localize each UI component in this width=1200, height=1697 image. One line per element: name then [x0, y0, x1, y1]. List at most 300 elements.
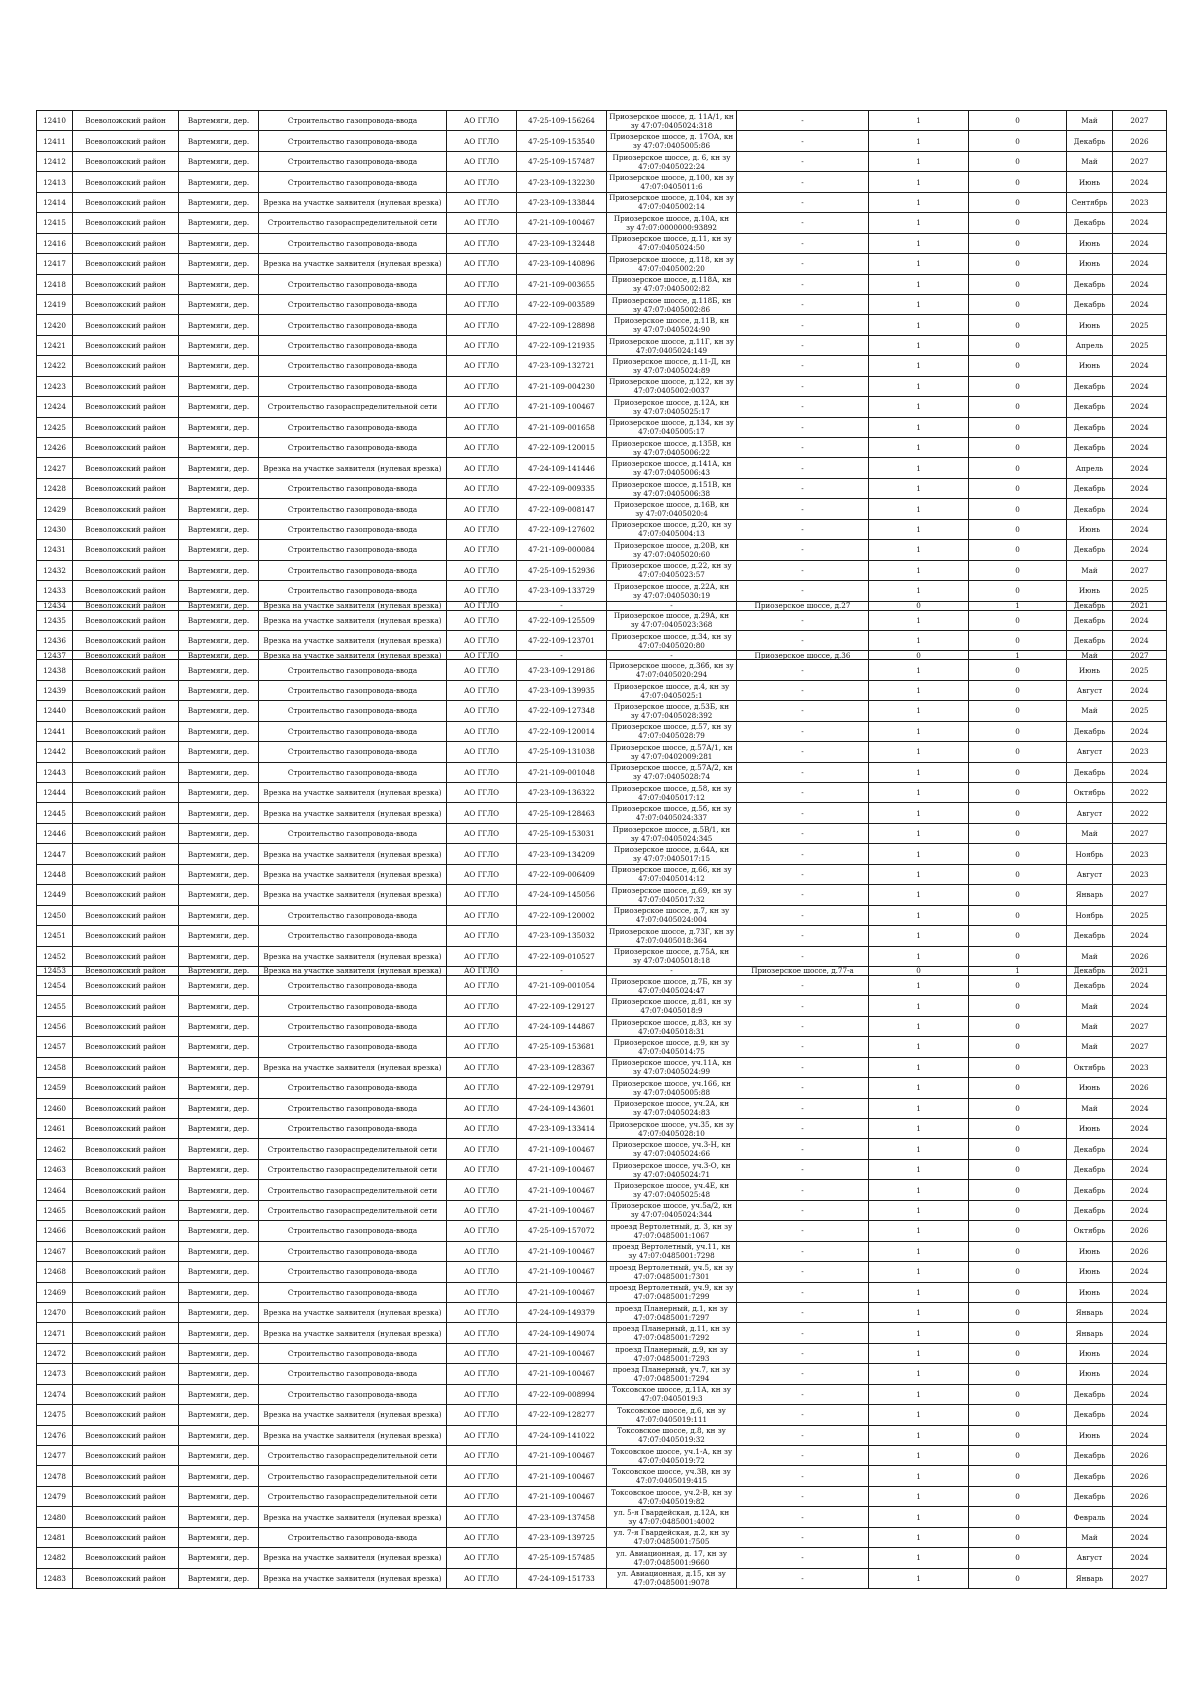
cell-object-address: -	[737, 975, 869, 995]
cell-year: 2024	[1113, 1159, 1167, 1179]
cell-address: Токсовское шоссе, д.8, кн зу 47:07:0405019:32	[607, 1425, 737, 1445]
cell-year: 2024	[1113, 975, 1167, 995]
cell-year: 2024	[1113, 996, 1167, 1016]
cell-count-b: 0	[969, 560, 1067, 580]
cell-settlement: Вартемяги, дер.	[179, 1384, 259, 1404]
cell-district: Всеволожский район	[73, 254, 179, 274]
cell-row-number: 12447	[37, 844, 73, 864]
cell-month: Май	[1067, 1527, 1113, 1547]
cell-count-b: 0	[969, 975, 1067, 995]
cell-settlement: Вартемяги, дер.	[179, 885, 259, 905]
cell-count-a: 1	[869, 783, 969, 803]
cell-application-number: 47-22-109-003589	[517, 294, 607, 314]
cell-year: 2024	[1113, 1282, 1167, 1302]
cell-organization: АО ГГЛО	[447, 885, 517, 905]
cell-object-address: -	[737, 540, 869, 560]
cell-organization: АО ГГЛО	[447, 1323, 517, 1343]
cell-address: -	[607, 601, 737, 610]
cell-settlement: Вартемяги, дер.	[179, 1466, 259, 1486]
cell-address: Приозерское шоссе, д.135В, кн зу 47:07:0405006:22	[607, 438, 737, 458]
cell-year: 2027	[1113, 111, 1167, 131]
table-row	[37, 1221, 1167, 1241]
cell-row-number: 12434	[37, 601, 73, 610]
cell-month: Декабрь	[1067, 1446, 1113, 1466]
cell-district: Всеволожский район	[73, 783, 179, 803]
cell-settlement: Вартемяги, дер.	[179, 1282, 259, 1302]
cell-year: 2023	[1113, 864, 1167, 884]
cell-month: Август	[1067, 680, 1113, 700]
cell-settlement: Вартемяги, дер.	[179, 946, 259, 966]
cell-count-b: 0	[969, 1446, 1067, 1466]
cell-application-number: 47-22-109-123701	[517, 630, 607, 650]
cell-address: Приозерское шоссе, д.100, кн зу 47:07:0405011:6	[607, 172, 737, 192]
cell-month: Июнь	[1067, 356, 1113, 376]
cell-address: Приозерское шоссе, уч.3-Н, кн зу 47:07:0405024:66	[607, 1139, 737, 1159]
cell-address: Приозерское шоссе, д.4, кн зу 47:07:0405025:1	[607, 680, 737, 700]
cell-month: Август	[1067, 864, 1113, 884]
table-row	[37, 783, 1167, 803]
cell-organization: АО ГГЛО	[447, 1527, 517, 1547]
cell-count-b: 0	[969, 438, 1067, 458]
cell-year: 2024	[1113, 1548, 1167, 1568]
cell-count-a: 1	[869, 1262, 969, 1282]
cell-settlement: Вартемяги, дер.	[179, 844, 259, 864]
cell-year: 2024	[1113, 397, 1167, 417]
cell-address: Приозерское шоссе, уч.3-О, кн зу 47:07:0405024:71	[607, 1159, 737, 1179]
cell-year: 2027	[1113, 651, 1167, 660]
cell-month: Декабрь	[1067, 926, 1113, 946]
cell-application-number: 47-22-109-006409	[517, 864, 607, 884]
cell-district: Всеволожский район	[73, 966, 179, 975]
cell-organization: АО ГГЛО	[447, 1037, 517, 1057]
cell-settlement: Вартемяги, дер.	[179, 660, 259, 680]
cell-work-type: Врезка на участке заявителя (нулевая врезка)	[259, 966, 447, 975]
cell-address: Приозерское шоссе, уч.4Е, кн зу 47:07:0405025:48	[607, 1180, 737, 1200]
cell-application-number: 47-21-109-100467	[517, 213, 607, 233]
cell-month: Декабрь	[1067, 975, 1113, 995]
cell-district: Всеволожский район	[73, 762, 179, 782]
cell-settlement: Вартемяги, дер.	[179, 721, 259, 741]
cell-object-address: -	[737, 499, 869, 519]
cell-district: Всеволожский район	[73, 397, 179, 417]
cell-organization: АО ГГЛО	[447, 660, 517, 680]
cell-address: проезд Планерный, д.1, кн зу 47:07:0485001:7297	[607, 1302, 737, 1322]
cell-object-address: -	[737, 519, 869, 539]
cell-object-address: -	[737, 213, 869, 233]
table-row	[37, 721, 1167, 741]
cell-month: Июнь	[1067, 315, 1113, 335]
cell-year: 2024	[1113, 294, 1167, 314]
cell-row-number: 12474	[37, 1384, 73, 1404]
cell-object-address: -	[737, 721, 869, 741]
cell-address: Приозерское шоссе, д. 17ОА, кн зу 47:07:0405005:86	[607, 131, 737, 151]
cell-settlement: Вартемяги, дер.	[179, 1323, 259, 1343]
cell-count-a: 1	[869, 294, 969, 314]
cell-object-address: -	[737, 131, 869, 151]
cell-application-number: 47-23-109-133844	[517, 192, 607, 212]
cell-application-number: 47-25-109-156264	[517, 111, 607, 131]
cell-count-a: 1	[869, 233, 969, 253]
table-row	[37, 1507, 1167, 1527]
cell-month: Декабрь	[1067, 1384, 1113, 1404]
cell-address: Приозерское шоссе, д.22, кн зу 47:07:0405023:57	[607, 560, 737, 580]
cell-count-b: 0	[969, 478, 1067, 498]
cell-month: Май	[1067, 946, 1113, 966]
cell-work-type: Строительство газопровода-ввода	[259, 1364, 447, 1384]
cell-row-number: 12425	[37, 417, 73, 437]
cell-month: Апрель	[1067, 335, 1113, 355]
cell-work-type: Строительство газораспределительной сети	[259, 397, 447, 417]
cell-row-number: 12421	[37, 335, 73, 355]
cell-count-b: 0	[969, 905, 1067, 925]
cell-organization: АО ГГЛО	[447, 701, 517, 721]
cell-year: 2027	[1113, 1568, 1167, 1588]
cell-organization: АО ГГЛО	[447, 1466, 517, 1486]
cell-month: Декабрь	[1067, 721, 1113, 741]
cell-district: Всеволожский район	[73, 864, 179, 884]
cell-work-type: Врезка на участке заявителя (нулевая врезка)	[259, 1568, 447, 1588]
cell-settlement: Вартемяги, дер.	[179, 172, 259, 192]
cell-month: Май	[1067, 823, 1113, 843]
cell-work-type: Строительство газопровода-ввода	[259, 1078, 447, 1098]
cell-count-b: 0	[969, 762, 1067, 782]
cell-month: Декабрь	[1067, 417, 1113, 437]
cell-object-address: -	[737, 823, 869, 843]
cell-work-type: Строительство газопровода-ввода	[259, 172, 447, 192]
cell-month: Май	[1067, 1016, 1113, 1036]
cell-count-b: 0	[969, 1016, 1067, 1036]
cell-count-a: 1	[869, 335, 969, 355]
cell-district: Всеволожский район	[73, 1302, 179, 1322]
cell-row-number: 12473	[37, 1364, 73, 1384]
cell-work-type: Строительство газопровода-ввода	[259, 1016, 447, 1036]
cell-row-number: 12423	[37, 376, 73, 396]
cell-row-number: 12477	[37, 1446, 73, 1466]
cell-row-number: 12455	[37, 996, 73, 1016]
cell-count-a: 1	[869, 864, 969, 884]
cell-district: Всеволожский район	[73, 1016, 179, 1036]
cell-count-b: 0	[969, 1507, 1067, 1527]
cell-year: 2024	[1113, 438, 1167, 458]
cell-year: 2025	[1113, 905, 1167, 925]
cell-application-number: 47-23-109-140896	[517, 254, 607, 274]
cell-month: Август	[1067, 742, 1113, 762]
cell-count-a: 1	[869, 1486, 969, 1506]
cell-object-address: -	[737, 701, 869, 721]
cell-count-b: 0	[969, 1221, 1067, 1241]
cell-settlement: Вартемяги, дер.	[179, 1507, 259, 1527]
cell-count-b: 0	[969, 1486, 1067, 1506]
cell-address: ул. 5-я Гвардейская, д.12А, кн зу 47:07:0485001:4002	[607, 1507, 737, 1527]
cell-work-type: Строительство газопровода-ввода	[259, 438, 447, 458]
cell-row-number: 12439	[37, 680, 73, 700]
cell-count-a: 1	[869, 610, 969, 630]
cell-organization: АО ГГЛО	[447, 499, 517, 519]
cell-organization: АО ГГЛО	[447, 926, 517, 946]
cell-row-number: 12449	[37, 885, 73, 905]
cell-row-number: 12412	[37, 151, 73, 171]
cell-address: Приозерское шоссе, д.118, кн зу 47:07:0405002:20	[607, 254, 737, 274]
cell-count-b: 0	[969, 417, 1067, 437]
cell-row-number: 12438	[37, 660, 73, 680]
cell-organization: АО ГГЛО	[447, 478, 517, 498]
cell-work-type: Строительство газопровода-ввода	[259, 1098, 447, 1118]
cell-work-type: Строительство газопровода-ввода	[259, 417, 447, 437]
cell-object-address: -	[737, 1527, 869, 1547]
cell-month: Май	[1067, 111, 1113, 131]
cell-address: ул. Авиационная, д. 17, кн зу 47:07:0485001:9660	[607, 1548, 737, 1568]
cell-year: 2026	[1113, 1078, 1167, 1098]
cell-year: 2024	[1113, 680, 1167, 700]
cell-address: Приозерское шоссе, д.5б, кн зу 47:07:0405024:337	[607, 803, 737, 823]
cell-object-address: Приозерское шоссе, д.77-а	[737, 966, 869, 975]
cell-address: Приозерское шоссе, д.36б, кн зу 47:07:0405020:294	[607, 660, 737, 680]
cell-count-b: 1	[969, 601, 1067, 610]
cell-count-b: 0	[969, 946, 1067, 966]
table-row	[37, 254, 1167, 274]
cell-count-a: 1	[869, 254, 969, 274]
cell-count-a: 1	[869, 1221, 969, 1241]
cell-organization: АО ГГЛО	[447, 783, 517, 803]
table-row	[37, 975, 1167, 995]
cell-application-number: 47-24-109-143601	[517, 1098, 607, 1118]
cell-year: 2026	[1113, 946, 1167, 966]
cell-object-address: -	[737, 458, 869, 478]
cell-row-number: 12472	[37, 1343, 73, 1363]
cell-application-number: 47-21-109-100467	[517, 1343, 607, 1363]
cell-object-address: -	[737, 233, 869, 253]
cell-address: Приозерское шоссе, д.12А, кн зу 47:07:0405025:17	[607, 397, 737, 417]
cell-object-address: -	[737, 1057, 869, 1077]
cell-settlement: Вартемяги, дер.	[179, 356, 259, 376]
cell-address: Приозерское шоссе, уч.11А, кн зу 47:07:0405024:99	[607, 1057, 737, 1077]
cell-count-a: 1	[869, 1323, 969, 1343]
cell-work-type: Врезка на участке заявителя (нулевая врезка)	[259, 651, 447, 660]
cell-year: 2025	[1113, 581, 1167, 601]
table-row	[37, 1425, 1167, 1445]
cell-application-number: -	[517, 966, 607, 975]
cell-organization: АО ГГЛО	[447, 417, 517, 437]
cell-count-b: 0	[969, 721, 1067, 741]
cell-work-type: Строительство газопровода-ввода	[259, 151, 447, 171]
cell-year: 2023	[1113, 844, 1167, 864]
table-row	[37, 885, 1167, 905]
cell-organization: АО ГГЛО	[447, 1486, 517, 1506]
cell-district: Всеволожский район	[73, 1057, 179, 1077]
cell-application-number: 47-22-109-008994	[517, 1384, 607, 1404]
cell-district: Всеволожский район	[73, 356, 179, 376]
cell-settlement: Вартемяги, дер.	[179, 1446, 259, 1466]
cell-object-address: -	[737, 1180, 869, 1200]
cell-application-number: 47-23-109-129186	[517, 660, 607, 680]
cell-work-type: Строительство газопровода-ввода	[259, 1241, 447, 1261]
cell-object-address: -	[737, 660, 869, 680]
table-row	[37, 1446, 1167, 1466]
cell-settlement: Вартемяги, дер.	[179, 1302, 259, 1322]
cell-organization: АО ГГЛО	[447, 1425, 517, 1445]
cell-count-b: 0	[969, 540, 1067, 560]
cell-year: 2021	[1113, 601, 1167, 610]
cell-work-type: Врезка на участке заявителя (нулевая врезка)	[259, 610, 447, 630]
cell-row-number: 12432	[37, 560, 73, 580]
cell-object-address: -	[737, 1364, 869, 1384]
cell-row-number: 12452	[37, 946, 73, 966]
cell-object-address: -	[737, 996, 869, 1016]
cell-application-number: 47-21-109-100467	[517, 1446, 607, 1466]
cell-count-a: 0	[869, 966, 969, 975]
cell-year: 2024	[1113, 630, 1167, 650]
cell-application-number: 47-23-109-128367	[517, 1057, 607, 1077]
cell-month: Декабрь	[1067, 438, 1113, 458]
cell-row-number: 12426	[37, 438, 73, 458]
cell-month: Декабрь	[1067, 1405, 1113, 1425]
cell-application-number: -	[517, 651, 607, 660]
cell-object-address: -	[737, 1446, 869, 1466]
cell-district: Всеволожский район	[73, 803, 179, 823]
cell-settlement: Вартемяги, дер.	[179, 111, 259, 131]
cell-organization: АО ГГЛО	[447, 1364, 517, 1384]
cell-district: Всеволожский район	[73, 1221, 179, 1241]
cell-year: 2026	[1113, 1486, 1167, 1506]
cell-organization: АО ГГЛО	[447, 966, 517, 975]
cell-application-number: 47-25-109-157072	[517, 1221, 607, 1241]
cell-month: Июнь	[1067, 1425, 1113, 1445]
cell-month: Июнь	[1067, 581, 1113, 601]
cell-object-address: -	[737, 1568, 869, 1588]
cell-settlement: Вартемяги, дер.	[179, 335, 259, 355]
cell-object-address: -	[737, 172, 869, 192]
cell-row-number: 12461	[37, 1119, 73, 1139]
cell-object-address: -	[737, 946, 869, 966]
cell-district: Всеволожский район	[73, 1159, 179, 1179]
cell-application-number: 47-25-109-153540	[517, 131, 607, 151]
cell-month: Июнь	[1067, 660, 1113, 680]
cell-application-number: 47-22-109-129791	[517, 1078, 607, 1098]
cell-address: Токсовское шоссе, уч.1-А, кн зу 47:07:0405019:72	[607, 1446, 737, 1466]
cell-row-number: 12431	[37, 540, 73, 560]
cell-count-b: 0	[969, 151, 1067, 171]
table-row	[37, 417, 1167, 437]
cell-row-number: 12471	[37, 1323, 73, 1343]
cell-application-number: 47-24-109-145056	[517, 885, 607, 905]
cell-count-b: 0	[969, 1078, 1067, 1098]
cell-object-address: -	[737, 885, 869, 905]
cell-address: Токсовское шоссе, д.6, кн зу 47:07:0405019:111	[607, 1405, 737, 1425]
cell-district: Всеволожский район	[73, 1241, 179, 1261]
cell-month: Ноябрь	[1067, 905, 1113, 925]
cell-application-number: 47-22-109-010527	[517, 946, 607, 966]
cell-work-type: Строительство газопровода-ввода	[259, 540, 447, 560]
cell-month: Декабрь	[1067, 966, 1113, 975]
cell-count-b: 0	[969, 1527, 1067, 1547]
cell-count-b: 0	[969, 1343, 1067, 1363]
cell-year: 2024	[1113, 1139, 1167, 1159]
cell-count-a: 1	[869, 151, 969, 171]
cell-count-a: 1	[869, 1302, 969, 1322]
cell-application-number: 47-22-109-125509	[517, 610, 607, 630]
cell-row-number: 12458	[37, 1057, 73, 1077]
cell-count-a: 1	[869, 315, 969, 335]
cell-district: Всеволожский район	[73, 1527, 179, 1547]
cell-settlement: Вартемяги, дер.	[179, 581, 259, 601]
cell-row-number: 12464	[37, 1180, 73, 1200]
cell-organization: АО ГГЛО	[447, 1200, 517, 1220]
cell-count-b: 0	[969, 996, 1067, 1016]
cell-settlement: Вартемяги, дер.	[179, 762, 259, 782]
cell-work-type: Строительство газопровода-ввода	[259, 499, 447, 519]
cell-work-type: Строительство газораспределительной сети	[259, 1486, 447, 1506]
cell-row-number: 12430	[37, 519, 73, 539]
cell-year: 2023	[1113, 1057, 1167, 1077]
cell-organization: АО ГГЛО	[447, 1139, 517, 1159]
cell-work-type: Строительство газопровода-ввода	[259, 131, 447, 151]
cell-count-a: 1	[869, 1098, 969, 1118]
cell-count-b: 0	[969, 742, 1067, 762]
cell-row-number: 12479	[37, 1486, 73, 1506]
cell-row-number: 12410	[37, 111, 73, 131]
cell-work-type: Строительство газопровода-ввода	[259, 478, 447, 498]
cell-settlement: Вартемяги, дер.	[179, 213, 259, 233]
cell-settlement: Вартемяги, дер.	[179, 905, 259, 925]
cell-work-type: Строительство газопровода-ввода	[259, 233, 447, 253]
cell-settlement: Вартемяги, дер.	[179, 1568, 259, 1588]
cell-application-number: 47-25-109-157485	[517, 1548, 607, 1568]
cell-address: -	[607, 651, 737, 660]
cell-address: проезд Вертолетный, уч.9, кн зу 47:07:0485001:7299	[607, 1282, 737, 1302]
cell-settlement: Вартемяги, дер.	[179, 233, 259, 253]
cell-address: Токсовское шоссе, уч.3В, кн зу 47:07:0405019:415	[607, 1466, 737, 1486]
cell-year: 2025	[1113, 335, 1167, 355]
cell-organization: АО ГГЛО	[447, 680, 517, 700]
cell-address: -	[607, 966, 737, 975]
cell-organization: АО ГГЛО	[447, 742, 517, 762]
cell-application-number: 47-22-109-009335	[517, 478, 607, 498]
cell-count-b: 0	[969, 823, 1067, 843]
cell-count-b: 0	[969, 1241, 1067, 1261]
cell-year: 2025	[1113, 660, 1167, 680]
cell-object-address: -	[737, 438, 869, 458]
cell-district: Всеволожский район	[73, 651, 179, 660]
cell-object-address: -	[737, 111, 869, 131]
cell-year: 2024	[1113, 1200, 1167, 1220]
cell-settlement: Вартемяги, дер.	[179, 1098, 259, 1118]
cell-month: Январь	[1067, 1323, 1113, 1343]
cell-application-number: 47-21-109-001048	[517, 762, 607, 782]
cell-application-number: 47-22-109-128898	[517, 315, 607, 335]
table-row	[37, 335, 1167, 355]
cell-count-a: 1	[869, 438, 969, 458]
cell-row-number: 12436	[37, 630, 73, 650]
cell-district: Всеволожский район	[73, 996, 179, 1016]
cell-count-b: 0	[969, 131, 1067, 151]
table-row	[37, 1159, 1167, 1179]
cell-count-a: 1	[869, 1282, 969, 1302]
table-row	[37, 1486, 1167, 1506]
cell-year: 2024	[1113, 376, 1167, 396]
cell-row-number: 12443	[37, 762, 73, 782]
cell-organization: АО ГГЛО	[447, 1016, 517, 1036]
cell-object-address: -	[737, 1098, 869, 1118]
cell-application-number: 47-21-109-100467	[517, 1282, 607, 1302]
cell-work-type: Врезка на участке заявителя (нулевая врезка)	[259, 1507, 447, 1527]
cell-work-type: Строительство газопровода-ввода	[259, 1221, 447, 1241]
cell-work-type: Строительство газопровода-ввода	[259, 1282, 447, 1302]
cell-organization: АО ГГЛО	[447, 864, 517, 884]
cell-count-a: 1	[869, 1016, 969, 1036]
cell-district: Всеволожский район	[73, 742, 179, 762]
cell-work-type: Строительство газопровода-ввода	[259, 680, 447, 700]
cell-work-type: Строительство газопровода-ввода	[259, 356, 447, 376]
